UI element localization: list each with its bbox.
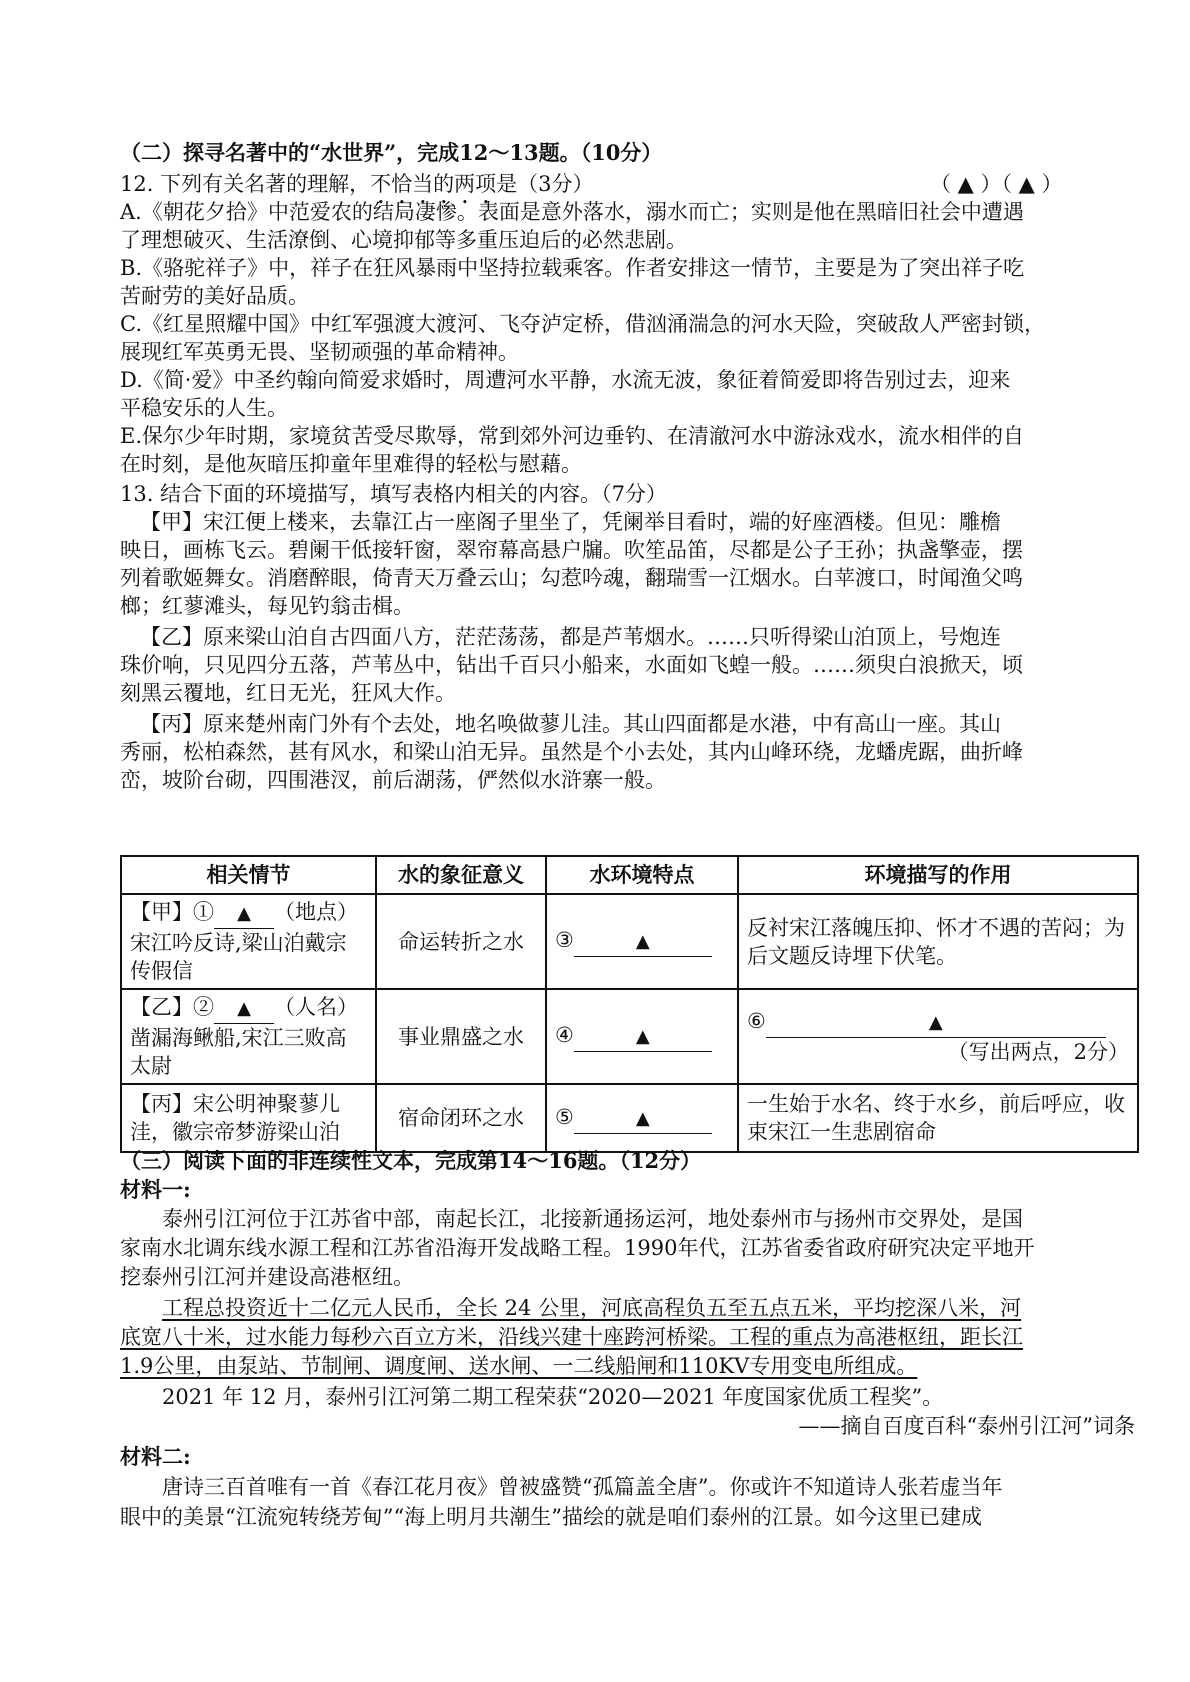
material1-award-line: 2021 年 12 月，泰州引江河第二期工程荣获“2020—2021 年度国家优质工程奖”。 [162, 1385, 944, 1409]
material1-line: 挖泰州引江河并建设高港枢纽。 [120, 1265, 414, 1289]
table-header-cell: 相关情节 [121, 856, 376, 894]
q12-stem-after: 是（3分） [496, 172, 594, 196]
q12-option-b-line2: 苦耐劳的美好品质。 [120, 284, 309, 308]
material1-underlined-line: 底宽八十米，过水能力每秒六百立方米，沿线兴建十座跨河桥梁。工程的重点为高港枢纽，距长江 [120, 1325, 1023, 1349]
triangle-mark-icon: ▲ [237, 903, 251, 924]
blank-number: ⑤ [555, 1104, 574, 1129]
material1-underlined-line: 工程总投资近十二亿元人民币，全长 24 公里，河底高程负五至五点五米，平均挖深八米，河 [162, 1296, 1022, 1320]
material1-line: 泰州引江河位于江苏省中部，南起长江，北接新通扬运河，地处泰州市与扬州市交界处，是国 [162, 1207, 1023, 1231]
triangle-mark-icon: ▲ [635, 1026, 650, 1047]
blank-number: ⑥ [747, 1009, 766, 1033]
q13-jia-line: 【甲】宋江便上楼来，去靠江占一座阁子里坐了，凭阑举目看时，端的好座酒楼。但见：雕檐 [140, 510, 1001, 534]
plot-text: 凿漏海鳅船,宋江三败高太尉 [130, 1026, 347, 1078]
plot-cell [121, 989, 376, 1084]
blank-1[interactable] [214, 898, 274, 929]
table-header-cell: 环境描写的作用 [738, 856, 1138, 894]
material1-source: ——摘自百度百科“泰州引江河”词条 [798, 1414, 1135, 1438]
meaning-cell: 命运转折之水 [376, 894, 546, 989]
q12-option-e-line1: E.保尔少年时期，家境贫苦受尽欺辱，常到郊外河边垂钓、在清澈河水中游泳戏水，流水相伴的自 [120, 424, 1025, 448]
q12-option-d-line2: 平稳安乐的人生。 [120, 396, 288, 420]
q12-stem-emphasis: 不恰当的两项 [370, 172, 497, 196]
effect-cell [738, 989, 1138, 1084]
q12-option-a-line1: A.《朝花夕拾》中范爱农的结局凄惨。表面是意外落水，溺水而亡；实则是他在黑暗旧社会中遭遇 [120, 200, 1024, 224]
q13-jia-line: 榔；红蓼滩头，每见钓翁击楫。 [120, 594, 414, 618]
q13-answer-table [120, 855, 1139, 1153]
plot-suffix: （地点） [274, 900, 358, 924]
triangle-mark-icon: ▲ [635, 1107, 650, 1129]
q12-option-a-line2: 了理想破灭、生活潦倒、心境抑郁等多重压迫后的必然悲剧。 [120, 228, 687, 252]
effect-note: （写出两点，2分） [947, 1040, 1129, 1064]
q13-stem: 13. 结合下面的环境描写，填写表格内相关的内容。（7分） [120, 482, 667, 506]
q13-yi-line: 【乙】原来梁山泊自古四面八方，茫茫荡荡，都是芦苇烟水。……只听得梁山泊顶上，号炮连 [140, 625, 1001, 649]
table-header-cell: 水的象征意义 [376, 856, 546, 894]
q13-yi-line: 珠价响，只见四分五落，芦苇丛中，钻出千百只小船来，水面如飞蝗一般。……须臾白浪掀天，顷 [120, 653, 1023, 677]
section2-heading: （二）探寻名著中的“水世界”，完成12～13题。（10分） [120, 140, 663, 165]
feature-cell [546, 989, 738, 1084]
material2-label: 材料二: [120, 1444, 191, 1469]
feature-cell [546, 894, 738, 989]
plot-cell [121, 894, 376, 989]
triangle-mark-icon: ▲ [635, 931, 650, 952]
q12-option-c-line1: C.《红星照耀中国》中红军强渡大渡河、飞夺泸定桥，借汹涌湍急的河水天险，突破敌人严密封锁， [120, 312, 1045, 336]
material1-label: 材料一: [120, 1177, 191, 1202]
blank-number: ④ [555, 1023, 574, 1047]
blank-number: ③ [555, 928, 574, 952]
plot-cell: 【丙】宋公明神聚蓼儿洼，徽宗帝梦游梁山泊 [121, 1084, 376, 1152]
meaning-cell: 事业鼎盛之水 [376, 989, 546, 1084]
material2-line: 眼中的美景“江流宛转绕芳甸”“海上明月共潮生”描绘的就是咱们泰州的江景。如今这里已建成 [120, 1505, 982, 1529]
material2-line: 唐诗三百首唯有一首《春江花月夜》曾被盛赞“孤篇盖全唐”。你或许不知道诗人张若虚当年 [162, 1475, 1003, 1499]
plot-suffix: （人名） [274, 995, 358, 1019]
plot-text: 宋江吟反诗,梁山泊戴宗传假信 [130, 931, 347, 983]
q12-option-b-line1: B.《骆驼祥子》中，祥子在狂风暴雨中坚持拉载乘客。作者安排这一情节，主要是为了突出祥子吃 [120, 256, 1025, 280]
plot-prefix: 【乙】② [130, 995, 214, 1019]
effect-cell: 反衬宋江落魄压抑、怀才不遇的苦闷；为后文题反诗埋下伏笔。 [738, 894, 1138, 989]
material1-line: 家南水北调东线水源工程和江苏省沿海开发战略工程。1990年代，江苏省委省政府研究决定平地开 [120, 1236, 1035, 1260]
q12-option-c-line2: 展现红军英勇无畏、坚韧顽强的革命精神。 [120, 340, 519, 364]
plot-prefix: 【甲】① [130, 900, 214, 924]
blank-5[interactable] [574, 1103, 712, 1134]
blank-3[interactable] [574, 926, 712, 957]
section3-heading: （三）阅读下面的非连续性文本，完成第14～16题。（12分） [120, 1148, 702, 1173]
q12-option-d-line1: D.《简·爱》中圣约翰向简爱求婚时，周遭河水平静，水流无波，象征着简爱即将告别过去，迎来 [120, 368, 1011, 392]
material1-underlined-line: 1.9公里，由泵站、节制闸、调度闸、送水闸、一二线船闸和110KV专用变电所组成。 [120, 1354, 918, 1378]
table-row [121, 894, 1138, 989]
q13-bing-line: 峦，坡阶台砌，四围港汊，前后湖荡，俨然似水浒寨一般。 [120, 768, 666, 792]
table-row [121, 989, 1138, 1084]
q13-bing-line: 【丙】原来楚州南门外有个去处，地名唤做蓼儿洼。其山四面都是水港，中有高山一座。其山 [140, 712, 1001, 736]
q13-jia-line: 列着歌姬舞女。消磨醉眼，倚青天万叠云山；勾惹吟魂，翻瑞雪一江烟水。白苹渡口，时闻渔父鸣 [120, 566, 1023, 590]
q12-stem-before: 12. 下列有关名著的理解， [120, 172, 371, 196]
q13-bing-line: 秀丽，松柏森然，甚有风水，和梁山泊无异。虽然是个小去处，其内山峰环绕，龙蟠虎踞，曲折峰 [120, 740, 1023, 764]
effect-cell: 一生始于水名、终于水乡，前后呼应，收束宋江一生悲剧宿命 [738, 1084, 1138, 1152]
table-row [121, 1084, 1138, 1152]
triangle-mark-icon: ▲ [928, 1012, 943, 1033]
table-header-row [121, 856, 1138, 894]
table-header-cell: 水环境特点 [546, 856, 738, 894]
meaning-cell: 宿命闭环之水 [376, 1084, 546, 1152]
triangle-mark-icon: ▲ [237, 998, 251, 1019]
q13-jia-line: 映日，画栋飞云。碧阑干低接轩窗，翠帘幕高悬户牖。吹笙品笛，尽都是公子王孙；执盏擎壶，摆 [120, 538, 1023, 562]
q12-answer-slots[interactable]: （ ▲ ）（ ▲ ） [930, 172, 1063, 196]
q12-option-e-line2: 在时刻，是他灰暗压抑童年里难得的轻松与慰藉。 [120, 452, 582, 476]
feature-cell [546, 1084, 738, 1152]
blank-2[interactable] [214, 993, 274, 1024]
q13-yi-line: 刻黑云覆地，红日无光，狂风大作。 [120, 681, 456, 705]
blank-4[interactable] [574, 1021, 712, 1052]
blank-6[interactable] [766, 1007, 1106, 1038]
